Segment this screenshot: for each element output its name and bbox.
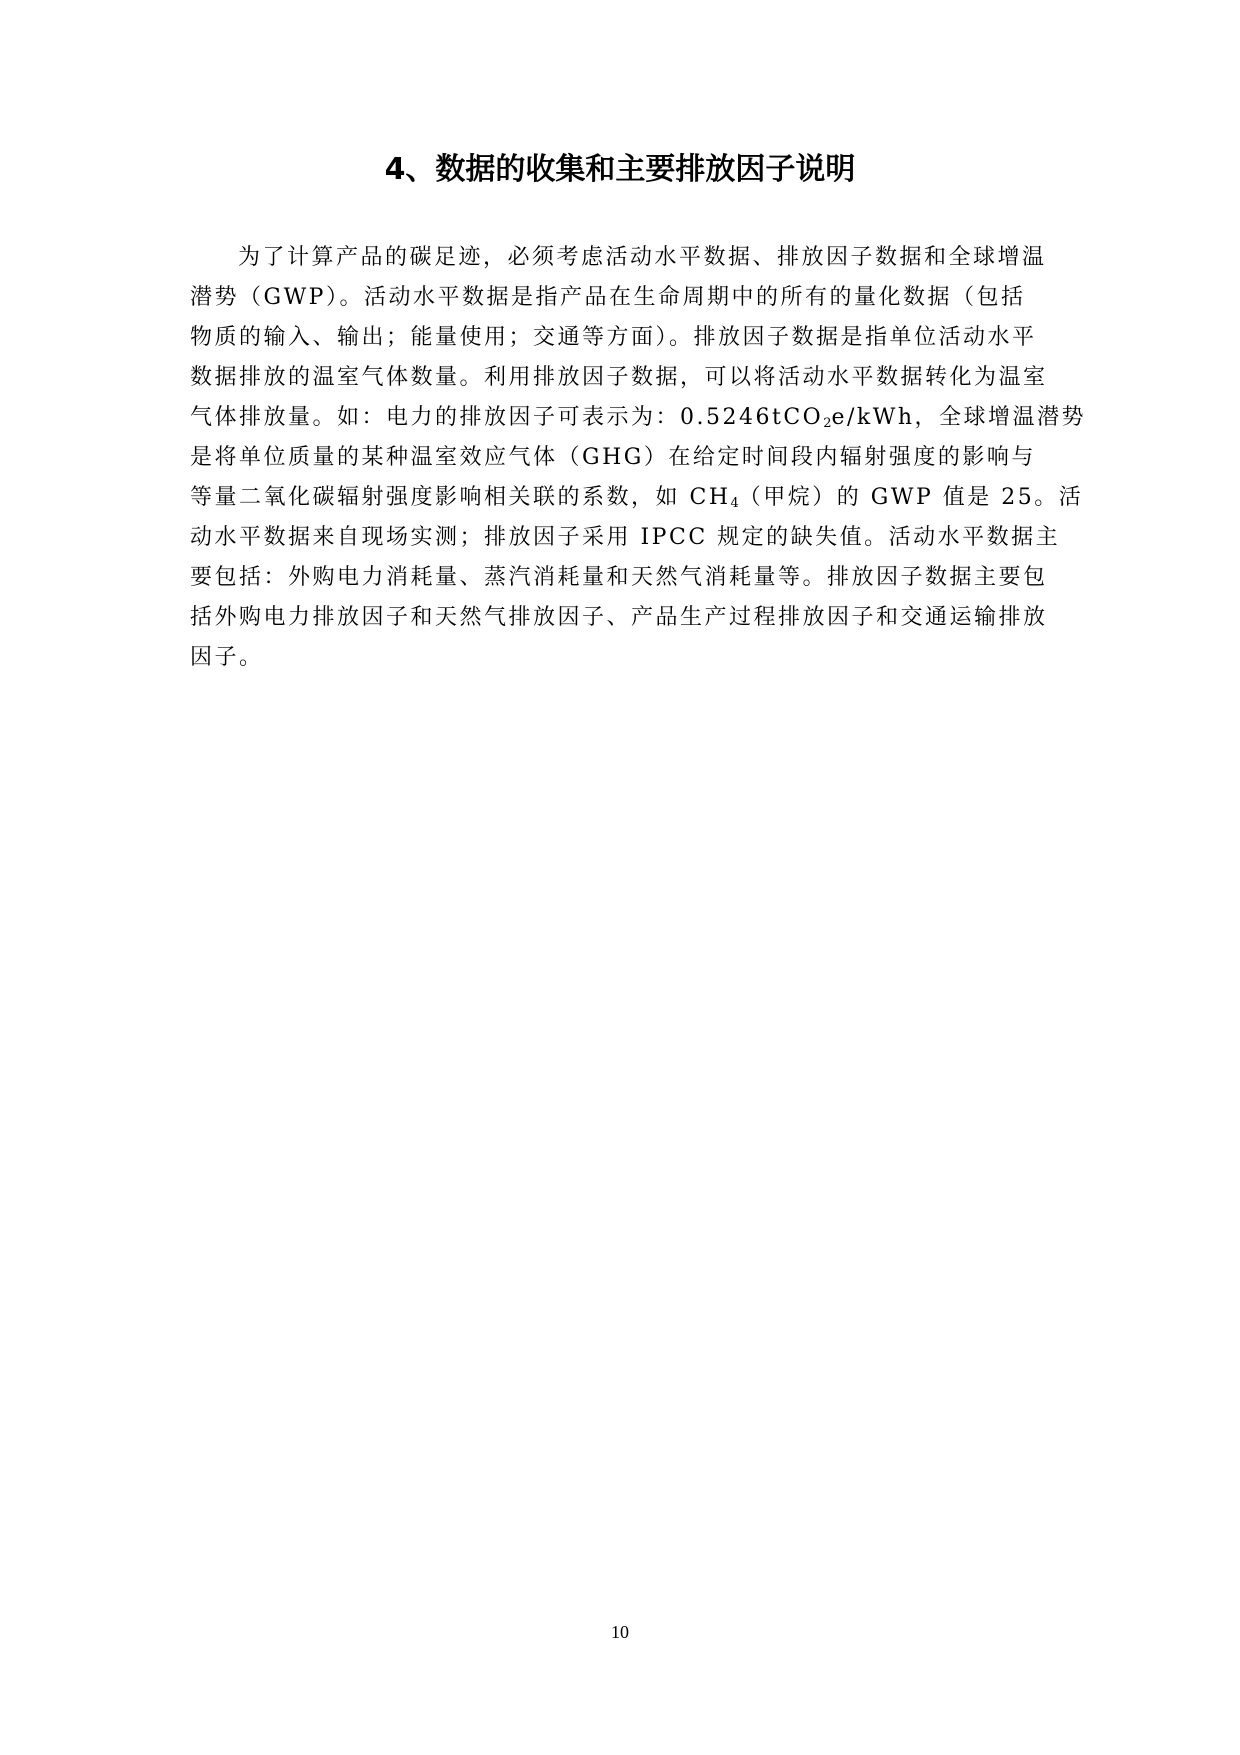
text-segment: 等量二氧化碳辐射强度影响相关联的系数，如 CH: [190, 485, 731, 510]
paragraph-line: 数据排放的温室气体数量。利用排放因子数据，可以将活动水平数据转化为温室: [190, 365, 1048, 390]
paragraph-line: 动水平数据来自现场实测；排放因子采用 IPCC 规定的缺失值。活动水平数据主: [190, 525, 1061, 550]
paragraph-line: 物质的输入、输出；能量使用；交通等方面）。排放因子数据是指单位活动水平: [190, 325, 1037, 350]
text-segment: （甲烷）的 GWP 值是 25。活: [738, 485, 1084, 510]
paragraph-line: 要包括：外购电力消耗量、蒸汽消耗量和天然气消耗量等。排放因子数据主要包: [190, 565, 1048, 590]
subscript: 4: [730, 496, 739, 511]
text-segment: e/kWh，全球增温潜势: [831, 405, 1087, 430]
text-segment: 气体排放量。如：电力的排放因子可表示为：0.5246tCO: [190, 405, 824, 430]
section-heading: 4、数据的收集和主要排放因子说明: [384, 152, 856, 187]
paragraph-line: 因子。: [190, 645, 264, 670]
paragraph-line-gwp: [190, 478, 1084, 518]
page-number: 10: [611, 1622, 629, 1642]
paragraph-line-emission-factor: [190, 398, 1087, 438]
paragraph-line: 为了计算产品的碳足迹，必须考虑活动水平数据、排放因子数据和全球增温: [238, 245, 1047, 270]
paragraph-line: 是将单位质量的某种温室效应气体（GHG）在给定时间段内辐射强度的影响与: [190, 445, 1036, 470]
body-paragraph: [190, 238, 1087, 678]
paragraph-line: 潜势（GWP）。活动水平数据是指产品在生命周期中的所有的量化数据（包括: [190, 285, 1026, 310]
subscript: 2: [823, 416, 832, 431]
paragraph-line: 括外购电力排放因子和天然气排放因子、产品生产过程排放因子和交通运输排放: [190, 605, 1048, 630]
